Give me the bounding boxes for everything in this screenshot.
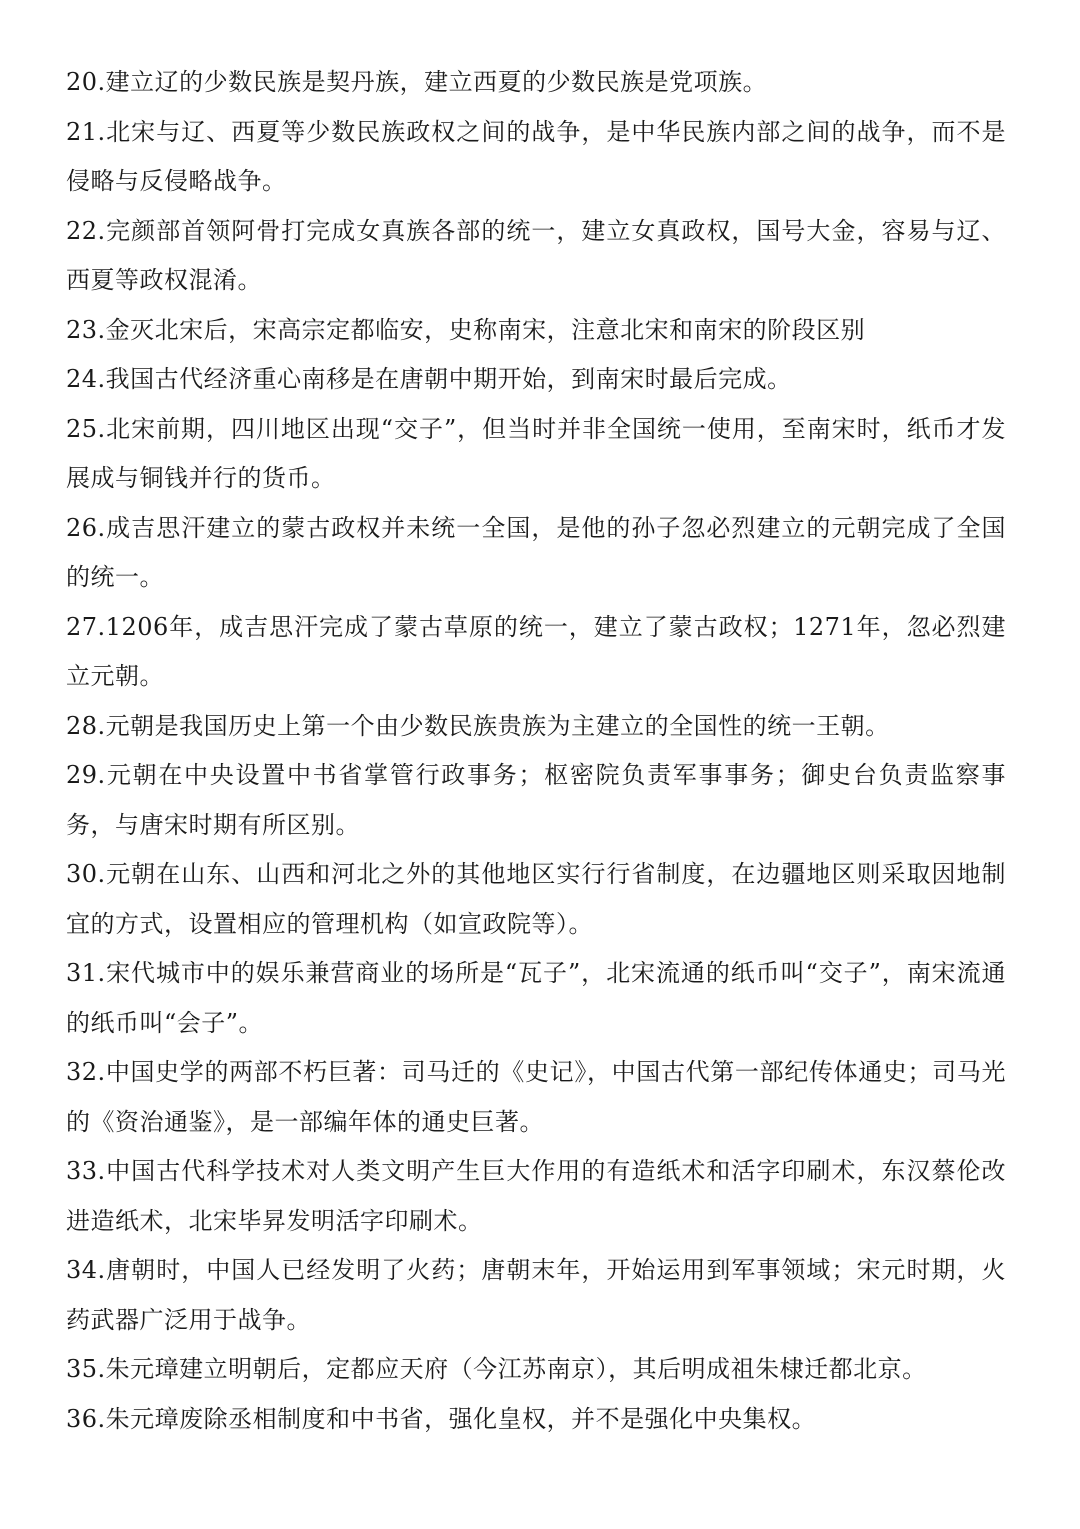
point-25: 25.北宋前期，四川地区出现“交子”，但当时并非全国统一使用，至南宋时，纸币才发展成与铜钱并行的货币。: [66, 414, 1006, 492]
point-23: 23.金灭北宋后，宋高宗定都临安，史称南宋，注意北宋和南宋的阶段区别: [66, 315, 866, 344]
point-33: 33.中国古代科学技术对人类文明产生巨大作用的有造纸术和活字印刷术，东汉蔡伦改进造纸术，北宋毕昇发明活字印刷术。: [66, 1157, 1006, 1235]
document-page: [66, 58, 1006, 1444]
point-21: 21.北宋与辽、西夏等少数民族政权之间的战争，是中华民族内部之间的战争，而不是侵略与反侵略战争。: [66, 117, 1006, 195]
point-26: 26.成吉思汗建立的蒙古政权并未统一全国，是他的孙子忽必烈建立的元朝完成了全国的统一。: [66, 513, 1006, 591]
point-24: 24.我国古代经济重心南移是在唐朝中期开始，到南宋时最后完成。: [66, 365, 792, 393]
point-35: 35.朱元璋建立明朝后，定都应天府（今江苏南京），其后明成祖朱棣迁都北京。: [66, 1355, 927, 1383]
point-32: 32.中国史学的两部不朽巨著：司马迁的《史记》，中国古代第一部纪传体通史；司马光的《资治通鉴》，是一部编年体的通史巨著。: [66, 1058, 1006, 1136]
point-31: 31.宋代城市中的娱乐兼营商业的场所是“瓦子”，北宋流通的纸币叫“交子”，南宋流通的纸币叫“会子”。: [66, 959, 1006, 1037]
point-34: 34.唐朝时，中国人已经发明了火药；唐朝末年，开始运用到军事领域；宋元时期，火药武器广泛用于战争。: [66, 1256, 1006, 1334]
point-29: 29.元朝在中央设置中书省掌管行政事务；枢密院负责军事事务；御史台负责监察事务，与唐宋时期有所区别。: [66, 761, 1006, 839]
point-36: 36.朱元璋废除丞相制度和中书省，强化皇权，并不是强化中央集权。: [66, 1404, 817, 1433]
point-28: 28.元朝是我国历史上第一个由少数民族贵族为主建立的全国性的统一王朝。: [66, 711, 890, 740]
point-20: 20.建立辽的少数民族是契丹族，建立西夏的少数民族是党项族。: [66, 68, 768, 96]
point-30: 30.元朝在山东、山西和河北之外的其他地区实行行省制度，在边疆地区则采取因地制宜的方式，设置相应的管理机构（如宣政院等）。: [66, 860, 1006, 938]
point-27: 27.1206年，成吉思汗完成了蒙古草原的统一，建立了蒙古政权；1271年，忽必烈建立元朝。: [66, 612, 1006, 690]
point-22: 22.完颜部首领阿骨打完成女真族各部的统一，建立女真政权，国号大金，容易与辽、西夏等政权混淆。: [66, 216, 1006, 294]
